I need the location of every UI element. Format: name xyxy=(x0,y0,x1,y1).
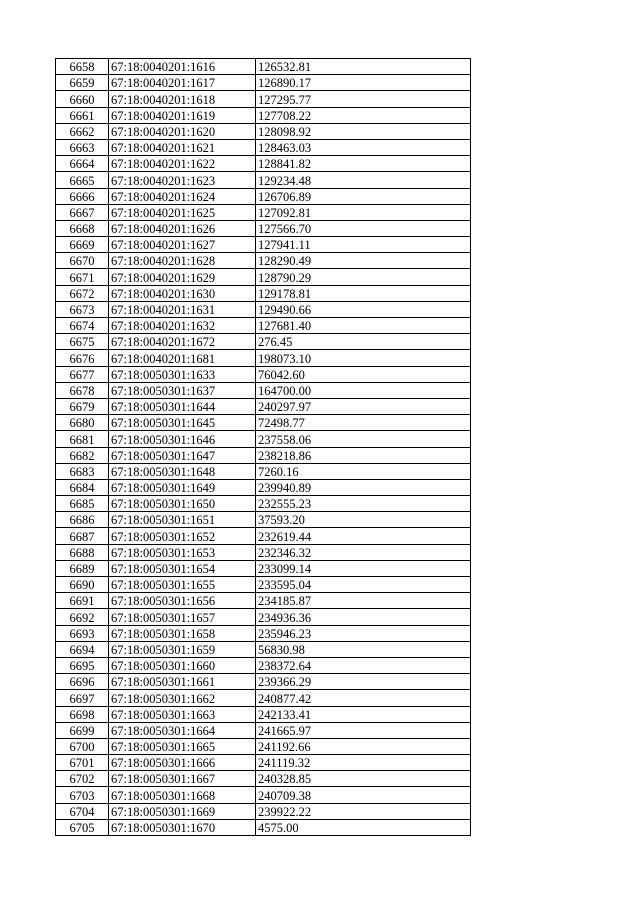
cadastral-number-cell: 67:18:0050301:1660 xyxy=(109,657,256,673)
table-row xyxy=(56,738,471,754)
row-number-cell: 6682 xyxy=(56,447,109,463)
cadastral-number-cell: 67:18:0050301:1663 xyxy=(109,706,256,722)
row-number-cell: 6671 xyxy=(56,269,109,285)
table-row xyxy=(56,415,471,431)
row-number-cell: 6658 xyxy=(56,59,109,75)
cadastral-number-cell: 67:18:0040201:1632 xyxy=(109,318,256,334)
table-row xyxy=(56,350,471,366)
table-row xyxy=(56,560,471,576)
row-number-cell: 6679 xyxy=(56,398,109,414)
data-table xyxy=(55,58,471,836)
table-row xyxy=(56,496,471,512)
row-number-cell: 6663 xyxy=(56,139,109,155)
row-number-cell: 6668 xyxy=(56,220,109,236)
cadastral-number-cell: 67:18:0050301:1654 xyxy=(109,560,256,576)
row-number-cell: 6704 xyxy=(56,803,109,819)
table-row xyxy=(56,188,471,204)
cadastral-number-cell: 67:18:0040201:1620 xyxy=(109,123,256,139)
value-cell: 239922.22 xyxy=(256,803,471,819)
table-row xyxy=(56,285,471,301)
table-row xyxy=(56,318,471,334)
row-number-cell: 6676 xyxy=(56,350,109,366)
row-number-cell: 6703 xyxy=(56,787,109,803)
table-row xyxy=(56,609,471,625)
table-row xyxy=(56,107,471,123)
table-row xyxy=(56,220,471,236)
cadastral-number-cell: 67:18:0050301:1657 xyxy=(109,609,256,625)
cadastral-number-cell: 67:18:0050301:1645 xyxy=(109,415,256,431)
row-number-cell: 6664 xyxy=(56,156,109,172)
table-row xyxy=(56,156,471,172)
value-cell: 37593.20 xyxy=(256,512,471,528)
table-row xyxy=(56,447,471,463)
value-cell: 127941.11 xyxy=(256,237,471,253)
row-number-cell: 6686 xyxy=(56,512,109,528)
cadastral-number-cell: 67:18:0040201:1623 xyxy=(109,172,256,188)
value-cell: 242133.41 xyxy=(256,706,471,722)
table-row xyxy=(56,771,471,787)
value-cell: 241119.32 xyxy=(256,755,471,771)
table-row xyxy=(56,334,471,350)
value-cell: 127566.70 xyxy=(256,220,471,236)
table-row xyxy=(56,674,471,690)
value-cell: 232346.32 xyxy=(256,544,471,560)
value-cell: 241192.66 xyxy=(256,738,471,754)
row-number-cell: 6705 xyxy=(56,819,109,835)
row-number-cell: 6692 xyxy=(56,609,109,625)
table-body xyxy=(56,59,471,836)
value-cell: 7260.16 xyxy=(256,463,471,479)
row-number-cell: 6659 xyxy=(56,75,109,91)
value-cell: 239940.89 xyxy=(256,479,471,495)
table-row xyxy=(56,625,471,641)
table-row xyxy=(56,787,471,803)
cadastral-number-cell: 67:18:0040201:1625 xyxy=(109,204,256,220)
row-number-cell: 6674 xyxy=(56,318,109,334)
cadastral-number-cell: 67:18:0050301:1650 xyxy=(109,496,256,512)
row-number-cell: 6700 xyxy=(56,738,109,754)
table-row xyxy=(56,139,471,155)
value-cell: 127708.22 xyxy=(256,107,471,123)
table-row xyxy=(56,59,471,75)
cadastral-number-cell: 67:18:0050301:1652 xyxy=(109,528,256,544)
row-number-cell: 6696 xyxy=(56,674,109,690)
value-cell: 198073.10 xyxy=(256,350,471,366)
value-cell: 233595.04 xyxy=(256,577,471,593)
value-cell: 126532.81 xyxy=(256,59,471,75)
value-cell: 233099.14 xyxy=(256,560,471,576)
cadastral-number-cell: 67:18:0050301:1648 xyxy=(109,463,256,479)
table-row xyxy=(56,91,471,107)
row-number-cell: 6669 xyxy=(56,237,109,253)
table-row xyxy=(56,366,471,382)
cadastral-number-cell: 67:18:0050301:1633 xyxy=(109,366,256,382)
value-cell: 238372.64 xyxy=(256,657,471,673)
value-cell: 129178.81 xyxy=(256,285,471,301)
table-row xyxy=(56,722,471,738)
row-number-cell: 6695 xyxy=(56,657,109,673)
value-cell: 238218.86 xyxy=(256,447,471,463)
value-cell: 76042.60 xyxy=(256,366,471,382)
cadastral-number-cell: 67:18:0050301:1651 xyxy=(109,512,256,528)
row-number-cell: 6678 xyxy=(56,382,109,398)
table-row xyxy=(56,253,471,269)
row-number-cell: 6685 xyxy=(56,496,109,512)
row-number-cell: 6670 xyxy=(56,253,109,269)
cadastral-number-cell: 67:18:0050301:1668 xyxy=(109,787,256,803)
value-cell: 128290.49 xyxy=(256,253,471,269)
value-cell: 126890.17 xyxy=(256,75,471,91)
value-cell: 239366.29 xyxy=(256,674,471,690)
cadastral-number-cell: 67:18:0050301:1664 xyxy=(109,722,256,738)
value-cell: 240709.38 xyxy=(256,787,471,803)
row-number-cell: 6672 xyxy=(56,285,109,301)
value-cell: 240297.97 xyxy=(256,398,471,414)
cadastral-number-cell: 67:18:0040201:1622 xyxy=(109,156,256,172)
table-row xyxy=(56,123,471,139)
table-row xyxy=(56,577,471,593)
value-cell: 126706.89 xyxy=(256,188,471,204)
row-number-cell: 6691 xyxy=(56,593,109,609)
row-number-cell: 6683 xyxy=(56,463,109,479)
value-cell: 235946.23 xyxy=(256,625,471,641)
cadastral-number-cell: 67:18:0050301:1661 xyxy=(109,674,256,690)
value-cell: 72498.77 xyxy=(256,415,471,431)
cadastral-number-cell: 67:18:0050301:1665 xyxy=(109,738,256,754)
cadastral-number-cell: 67:18:0050301:1659 xyxy=(109,641,256,657)
value-cell: 240877.42 xyxy=(256,690,471,706)
row-number-cell: 6675 xyxy=(56,334,109,350)
value-cell: 240328.85 xyxy=(256,771,471,787)
value-cell: 164700.00 xyxy=(256,382,471,398)
value-cell: 128463.03 xyxy=(256,139,471,155)
row-number-cell: 6693 xyxy=(56,625,109,641)
cadastral-number-cell: 67:18:0040201:1624 xyxy=(109,188,256,204)
row-number-cell: 6688 xyxy=(56,544,109,560)
row-number-cell: 6699 xyxy=(56,722,109,738)
cadastral-number-cell: 67:18:0050301:1647 xyxy=(109,447,256,463)
table-row xyxy=(56,75,471,91)
value-cell: 129234.48 xyxy=(256,172,471,188)
cadastral-number-cell: 67:18:0050301:1667 xyxy=(109,771,256,787)
value-cell: 234936.36 xyxy=(256,609,471,625)
row-number-cell: 6673 xyxy=(56,301,109,317)
row-number-cell: 6702 xyxy=(56,771,109,787)
row-number-cell: 6667 xyxy=(56,204,109,220)
table-row xyxy=(56,301,471,317)
table-row xyxy=(56,431,471,447)
table-row xyxy=(56,398,471,414)
cadastral-number-cell: 67:18:0040201:1626 xyxy=(109,220,256,236)
cadastral-number-cell: 67:18:0040201:1617 xyxy=(109,75,256,91)
table-row xyxy=(56,755,471,771)
row-number-cell: 6666 xyxy=(56,188,109,204)
value-cell: 4575.00 xyxy=(256,819,471,835)
row-number-cell: 6681 xyxy=(56,431,109,447)
value-cell: 241665.97 xyxy=(256,722,471,738)
cadastral-number-cell: 67:18:0040201:1628 xyxy=(109,253,256,269)
value-cell: 56830.98 xyxy=(256,641,471,657)
cadastral-number-cell: 67:18:0040201:1681 xyxy=(109,350,256,366)
cadastral-number-cell: 67:18:0040201:1629 xyxy=(109,269,256,285)
value-cell: 237558.06 xyxy=(256,431,471,447)
row-number-cell: 6701 xyxy=(56,755,109,771)
cadastral-number-cell: 67:18:0050301:1655 xyxy=(109,577,256,593)
value-cell: 232619.44 xyxy=(256,528,471,544)
cadastral-number-cell: 67:18:0050301:1656 xyxy=(109,593,256,609)
row-number-cell: 6662 xyxy=(56,123,109,139)
value-cell: 234185.87 xyxy=(256,593,471,609)
cadastral-number-cell: 67:18:0040201:1616 xyxy=(109,59,256,75)
cadastral-number-cell: 67:18:0040201:1631 xyxy=(109,301,256,317)
cadastral-number-cell: 67:18:0050301:1644 xyxy=(109,398,256,414)
row-number-cell: 6660 xyxy=(56,91,109,107)
table-row xyxy=(56,803,471,819)
value-cell: 128841.82 xyxy=(256,156,471,172)
cadastral-number-cell: 67:18:0040201:1627 xyxy=(109,237,256,253)
row-number-cell: 6694 xyxy=(56,641,109,657)
table-row xyxy=(56,544,471,560)
cadastral-number-cell: 67:18:0050301:1646 xyxy=(109,431,256,447)
table-row xyxy=(56,512,471,528)
cadastral-number-cell: 67:18:0050301:1653 xyxy=(109,544,256,560)
value-cell: 128098.92 xyxy=(256,123,471,139)
value-cell: 128790.29 xyxy=(256,269,471,285)
cadastral-number-cell: 67:18:0040201:1672 xyxy=(109,334,256,350)
cadastral-number-cell: 67:18:0040201:1630 xyxy=(109,285,256,301)
table-row xyxy=(56,657,471,673)
table-row xyxy=(56,819,471,835)
cadastral-number-cell: 67:18:0050301:1637 xyxy=(109,382,256,398)
table-row xyxy=(56,593,471,609)
table-row xyxy=(56,382,471,398)
cadastral-number-cell: 67:18:0050301:1666 xyxy=(109,755,256,771)
value-cell: 127681.40 xyxy=(256,318,471,334)
table-row xyxy=(56,706,471,722)
row-number-cell: 6665 xyxy=(56,172,109,188)
row-number-cell: 6687 xyxy=(56,528,109,544)
cadastral-number-cell: 67:18:0040201:1621 xyxy=(109,139,256,155)
cadastral-number-cell: 67:18:0040201:1618 xyxy=(109,91,256,107)
row-number-cell: 6690 xyxy=(56,577,109,593)
row-number-cell: 6684 xyxy=(56,479,109,495)
cadastral-number-cell: 67:18:0050301:1658 xyxy=(109,625,256,641)
row-number-cell: 6661 xyxy=(56,107,109,123)
table-row xyxy=(56,204,471,220)
row-number-cell: 6698 xyxy=(56,706,109,722)
table-row xyxy=(56,269,471,285)
table-row xyxy=(56,479,471,495)
cadastral-number-cell: 67:18:0050301:1670 xyxy=(109,819,256,835)
row-number-cell: 6680 xyxy=(56,415,109,431)
row-number-cell: 6677 xyxy=(56,366,109,382)
row-number-cell: 6697 xyxy=(56,690,109,706)
value-cell: 129490.66 xyxy=(256,301,471,317)
table-row xyxy=(56,172,471,188)
cadastral-number-cell: 67:18:0050301:1649 xyxy=(109,479,256,495)
cadastral-number-cell: 67:18:0050301:1669 xyxy=(109,803,256,819)
table-row xyxy=(56,690,471,706)
value-cell: 276.45 xyxy=(256,334,471,350)
table-row xyxy=(56,237,471,253)
row-number-cell: 6689 xyxy=(56,560,109,576)
cadastral-number-cell: 67:18:0040201:1619 xyxy=(109,107,256,123)
value-cell: 232555.23 xyxy=(256,496,471,512)
table-row xyxy=(56,641,471,657)
cadastral-number-cell: 67:18:0050301:1662 xyxy=(109,690,256,706)
value-cell: 127295.77 xyxy=(256,91,471,107)
table-row xyxy=(56,528,471,544)
table-row xyxy=(56,463,471,479)
value-cell: 127092.81 xyxy=(256,204,471,220)
